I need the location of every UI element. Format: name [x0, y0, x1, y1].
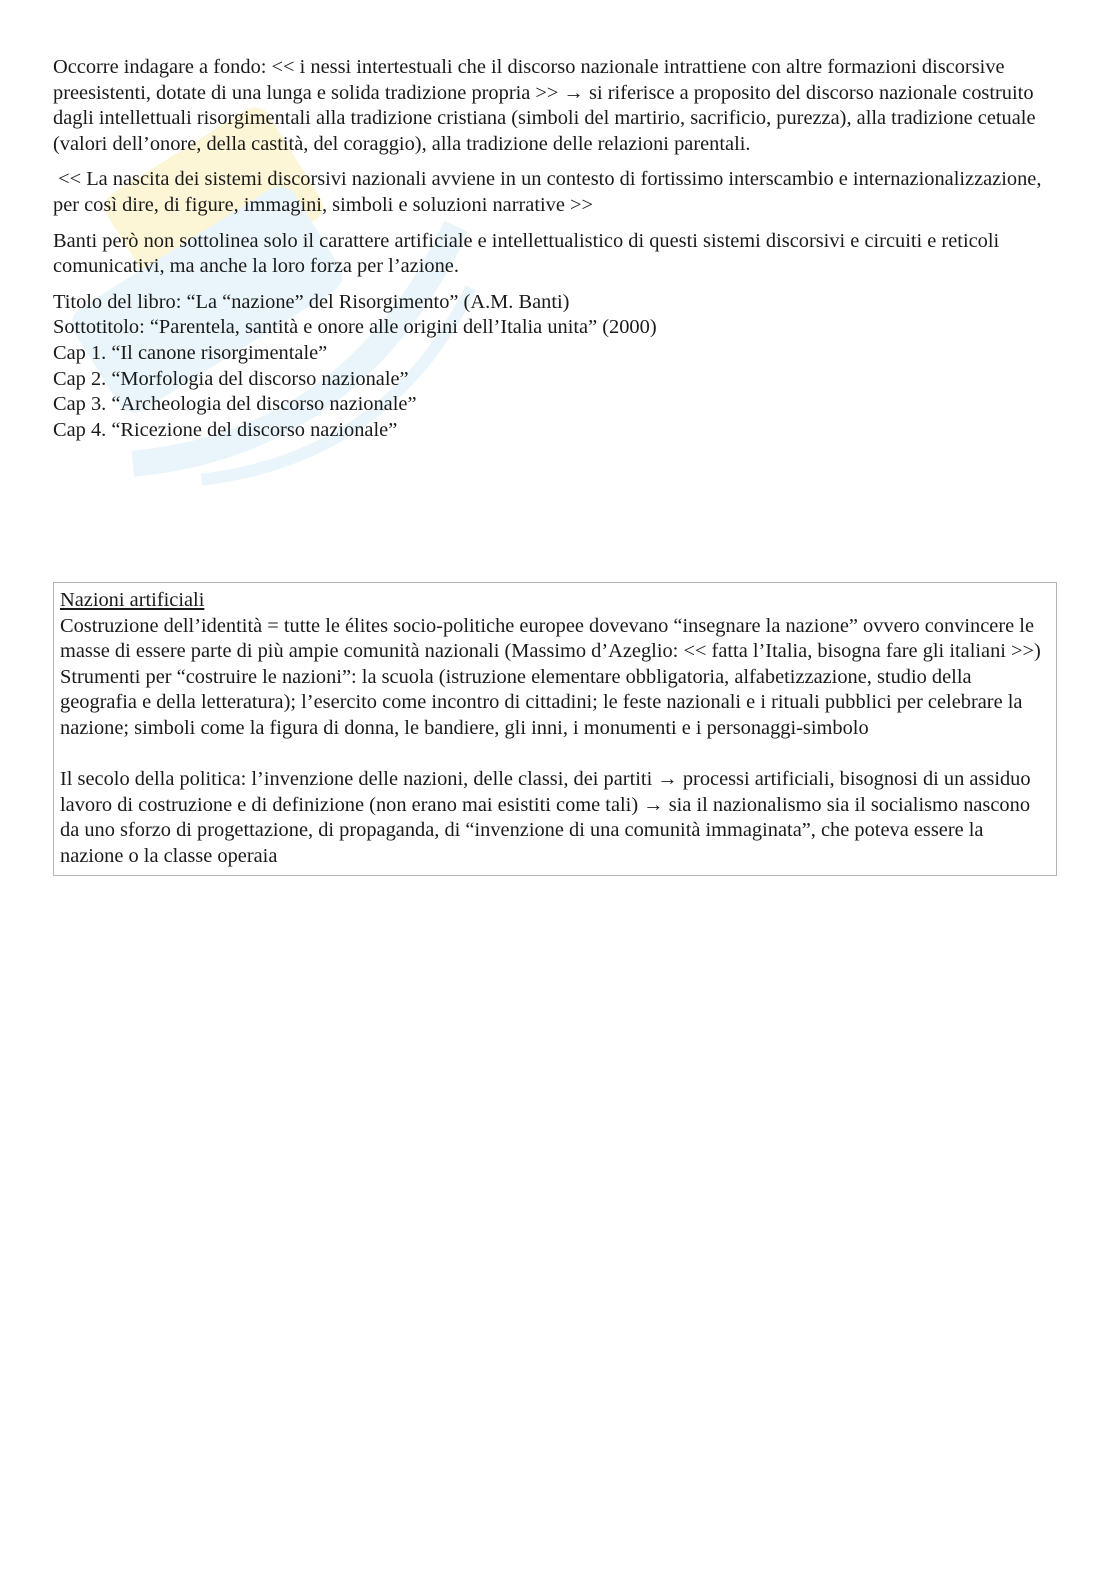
chapter-line: Cap 4. “Ricezione del discorso nazionale” [53, 418, 398, 441]
book-title-line: Titolo del libro: “La “nazione” del Risorgimento” (A.M. Banti) [53, 290, 570, 313]
book-subtitle-line: Sottotitolo: “Parentela, santità e onore alle origini dell’Italia unita” (2000) [53, 316, 657, 339]
paragraph-quote-sistemi-discorsivi: << La nascita dei sistemi discorsivi nazionali avviene in un contesto di fortissimo interscambio e internazionalizzazione, per così dire, di figure, immagini, simboli e soluzioni narrative >> [53, 168, 1047, 216]
nazioni-artificiali-box [53, 582, 1057, 876]
paragraph-banti: Banti però non sottolinea solo il carattere artificiale e intellettualistico di questi sistemi discorsivi e circuiti e reticoli comunicativi, ma anche la loro forza per l’azione. [53, 229, 1000, 278]
box-paragraph-costruzione: Costruzione dell’identità = tutte le élites socio-politiche europee dovevano “insegnare la nazione” ovvero convincere le masse di essere parte di più ampie comunità nazionali (Massimo d’Azeglio: << fatta l’Italia, bisogna fare gli italiani >>) [60, 614, 1041, 663]
chapter-line: Cap 2. “Morfologia del discorso nazionale” [53, 367, 409, 390]
document-body [53, 55, 1058, 443]
chapter-line: Cap 3. “Archeologia del discorso nazionale” [53, 393, 417, 416]
box-title: Nazioni artificiali [60, 589, 205, 611]
box-paragraph-secolo-politica: Il secolo della politica: l’invenzione delle nazioni, delle classi, dei partiti → processi artificiali, bisognosi di un assiduo lavoro di costruzione e di definizione (non erano mai esistiti come tali) → sia il nazionalismo sia il socialismo nascono da uno sforzo di progettazione, di propaganda, di “invenzione di una comunità immaginata”, che poteva essere la nazione o la classe operaia [60, 768, 1031, 867]
chapter-line: Cap 1. “Il canone risorgimentale” [53, 341, 328, 364]
paragraph-intertestuali: Occorre indagare a fondo: << i nessi intertestuali che il discorso nazionale intrattiene con altre formazioni discorsive preesistenti, dotate di una lunga e solida tradizione propria >> → si riferisce a proposito del discorso nazionale costruito dagli intellettuali risorgimentali alla tradizione cristiana (simboli del martirio, sacrificio, purezza), alla tradizione cetuale (valori dell’onore, della castità, del coraggio), alla tradizione delle relazioni parentali. [53, 56, 1036, 155]
book-info [53, 290, 1058, 444]
box-paragraph-strumenti: Strumenti per “costruire le nazioni”: la scuola (istruzione elementare obbligatoria, alfabetizzazione, studio della geografia e della letteratura); l’esercito come incontro di cittadini; le feste nazionali e i rituali pubblici per celebrare la nazione; simboli come la figura di donna, le bandiere, gli inni, i monumenti e i personaggi-simbolo [60, 665, 1023, 739]
box-spacer [60, 742, 1050, 768]
